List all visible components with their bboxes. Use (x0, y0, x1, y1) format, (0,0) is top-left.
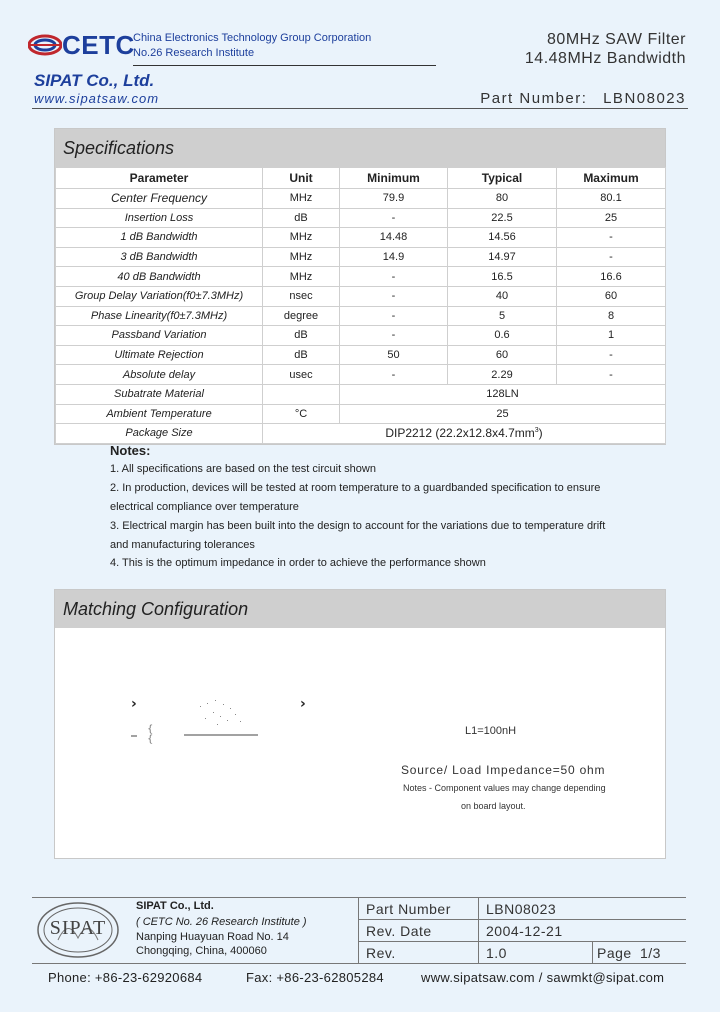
matching-panel (54, 589, 666, 859)
inductor-value: L1=100nH (465, 725, 517, 737)
column-header: Maximum (557, 168, 666, 189)
column-header: Typical (448, 168, 557, 189)
footer-phone: Phone: +86-23-62920684 (48, 970, 203, 985)
matching-title: Matching Configuration (55, 590, 665, 628)
footer-revdate-value: 2004-12-21 (486, 923, 563, 939)
table-row (56, 404, 666, 424)
table-row (56, 326, 666, 346)
part-number-label: Part Number: (480, 90, 588, 107)
unit-cell: dB (263, 345, 340, 365)
svg-text:›: › (131, 696, 137, 712)
min-cell: - (340, 306, 448, 326)
footer-web-email[interactable]: www.sipatsaw.com / sawmkt@sipat.com (421, 970, 665, 985)
table-row (56, 365, 666, 385)
cetc-logo-text: CETC (62, 30, 135, 60)
package-close: ) (538, 426, 543, 441)
footer-institute: ( CETC No. 26 Research Institute ) (136, 916, 307, 928)
typ-cell: 0.6 (448, 326, 557, 346)
param-cell: 1 dB Bandwidth (56, 228, 263, 248)
table-row (56, 306, 666, 326)
notes-title: Notes: (110, 443, 151, 458)
min-cell: - (340, 208, 448, 228)
column-header: Unit (263, 168, 340, 189)
specifications-panel (54, 128, 666, 445)
max-cell: 80.1 (557, 189, 666, 209)
product-title: 80MHz SAW Filter (547, 31, 686, 48)
typ-cell: 2.29 (448, 365, 557, 385)
matching-note-line: on board layout. (461, 801, 526, 811)
merged-value-cell: 128LN (340, 384, 666, 404)
max-cell: 8 (557, 306, 666, 326)
param-cell: Group Delay Variation(f0±7.3MHz) (56, 286, 263, 306)
min-cell: 79.9 (340, 189, 448, 209)
param-cell: Ultimate Rejection (56, 345, 263, 365)
param-cell: Phase Linearity(f0±7.3MHz) (56, 306, 263, 326)
product-subtitle: 14.48MHz Bandwidth (524, 50, 686, 67)
note-line: 3. Electrical margin has been built into the design to account for the variations due to temperature drift (110, 520, 606, 532)
footer-revdate-label: Rev. Date (366, 923, 432, 939)
footer-part-label: Part Number (366, 901, 451, 917)
typ-cell: 40 (448, 286, 557, 306)
param-cell: Center Frequency (56, 189, 263, 209)
table-row (56, 208, 666, 228)
footer-row-line (358, 941, 686, 942)
part-number-header (480, 90, 686, 107)
max-cell: 1 (557, 326, 666, 346)
header-rule (32, 108, 688, 109)
max-cell: - (557, 228, 666, 248)
unit-cell: dB (263, 326, 340, 346)
note-line: and manufacturing tolerances (110, 539, 255, 551)
max-cell: - (557, 345, 666, 365)
table-row (56, 247, 666, 267)
package-value: DIP2212 (22.2x12.8x4.7mm (385, 426, 535, 441)
matching-body (55, 628, 665, 858)
max-cell: 25 (557, 208, 666, 228)
specifications-title: Specifications (55, 129, 665, 167)
website-link[interactable]: www.sipatsaw.com (34, 91, 160, 106)
note-line: electrical compliance over temperature (110, 501, 299, 513)
param-cell: 3 dB Bandwidth (56, 247, 263, 267)
table-row (56, 384, 666, 404)
table-row (56, 345, 666, 365)
min-cell: - (340, 286, 448, 306)
footer-info-box (32, 897, 686, 963)
svg-text:›: › (300, 696, 306, 712)
unit-cell: MHz (263, 267, 340, 287)
min-cell: - (340, 267, 448, 287)
min-cell: - (340, 326, 448, 346)
min-cell: 14.9 (340, 247, 448, 267)
note-line: 1. All specifications are based on the test circuit shown (110, 463, 376, 475)
table-row (56, 286, 666, 306)
unit-cell: MHz (263, 228, 340, 248)
package-superscript: 3 (534, 427, 539, 435)
max-cell: - (557, 365, 666, 385)
param-cell: Absolute delay (56, 365, 263, 385)
table-header-row (56, 168, 666, 189)
note-line: 4. This is the optimum impedance in order to achieve the performance shown (110, 557, 486, 569)
column-header: Minimum (340, 168, 448, 189)
unit-cell: MHz (263, 247, 340, 267)
max-cell: - (557, 247, 666, 267)
institute-name: No.26 Research Institute (133, 47, 255, 59)
param-cell: Ambient Temperature (56, 404, 263, 424)
svg-text:{: { (147, 734, 154, 745)
unit-cell: usec (263, 365, 340, 385)
column-header: Parameter (56, 168, 263, 189)
param-cell: Insertion Loss (56, 208, 263, 228)
unit-cell: degree (263, 306, 340, 326)
seal-text: SIPAT (49, 917, 107, 939)
unit-cell (263, 384, 340, 404)
corporation-name: China Electronics Technology Group Corporation (133, 32, 372, 44)
footer-page-value: 1/3 (640, 945, 661, 961)
unit-cell: MHz (263, 189, 340, 209)
min-cell: 14.48 (340, 228, 448, 248)
footer-fax: Fax: +86-23-62805284 (246, 970, 384, 985)
table-row (56, 267, 666, 287)
unit-cell: dB (263, 208, 340, 228)
specifications-table (55, 167, 666, 444)
impedance-label: Source/ Load Impedance=50 ohm (401, 763, 606, 777)
note-line: 2. In production, devices will be tested at room temperature to a guardbanded specification to ensure (110, 482, 601, 494)
min-cell: 50 (340, 345, 448, 365)
matching-note-line: Notes - Component values may change depending (403, 783, 606, 793)
footer-row-line (358, 919, 686, 920)
footer-divider (592, 941, 593, 963)
footer-address-line: Nanping Huayuan Road No. 14 (136, 931, 289, 943)
merged-value-cell: 25 (340, 404, 666, 424)
typ-cell: 14.56 (448, 228, 557, 248)
max-cell: 16.6 (557, 267, 666, 287)
footer-divider (358, 897, 359, 963)
footer-part-value: LBN08023 (486, 901, 557, 917)
table-row (56, 424, 666, 444)
header-underline (133, 65, 436, 66)
unit-cell: nsec (263, 286, 340, 306)
part-number-value: LBN08023 (603, 90, 686, 107)
svg-text:{: { (147, 724, 154, 735)
footer-page-label: Page (597, 945, 632, 961)
min-cell: - (340, 365, 448, 385)
param-cell: Passband Variation (56, 326, 263, 346)
max-cell: 60 (557, 286, 666, 306)
footer-top-line (32, 897, 686, 898)
matching-circuit-diagram (55, 628, 665, 858)
unit-cell: °C (263, 404, 340, 424)
footer-rev-label: Rev. (366, 945, 396, 961)
typ-cell: 22.5 (448, 208, 557, 228)
typ-cell: 14.97 (448, 247, 557, 267)
footer-rev-value: 1.0 (486, 945, 507, 961)
typ-cell: 80 (448, 189, 557, 209)
typ-cell: 60 (448, 345, 557, 365)
merged-value-cell (263, 424, 666, 444)
param-cell: 40 dB Bandwidth (56, 267, 263, 287)
typ-cell: 5 (448, 306, 557, 326)
cetc-logo-icon (28, 30, 62, 60)
table-row (56, 189, 666, 209)
footer-address-line: Chongqing, China, 400060 (136, 945, 267, 957)
param-cell: Subatrate Material (56, 384, 263, 404)
footer-divider (478, 897, 479, 963)
param-cell: Package Size (56, 424, 263, 444)
footer-company: SIPAT Co., Ltd. (136, 900, 214, 912)
table-row (56, 228, 666, 248)
company-name: SIPAT Co., Ltd. (34, 71, 155, 90)
typ-cell: 16.5 (448, 267, 557, 287)
footer-bottom-line (32, 963, 686, 964)
